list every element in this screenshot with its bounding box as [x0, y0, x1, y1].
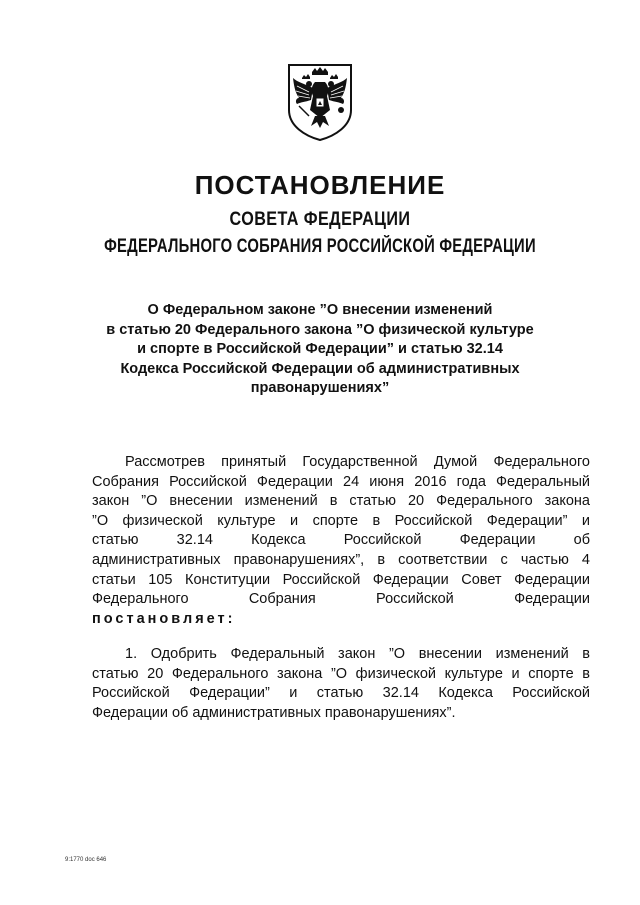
paragraph-line: статью 20 Федерального закона ”О физической культуре и спорте в: [92, 665, 590, 682]
subject-line: в статью 20 Федерального закона ”О физической культуре: [106, 321, 534, 338]
paragraph-line: Федерального Собрания Российской Федерации: [92, 591, 590, 608]
document-footer-code: 9:1770 doc 646: [65, 857, 107, 863]
paragraph-line: 1. Одобрить Федеральный закон ”О внесении изменений в: [125, 646, 590, 662]
resolves-word: постановляет:: [92, 610, 236, 627]
subject-line: О Федеральном законе ”О внесении изменений: [147, 302, 493, 318]
document-subtitle-assembly: ФЕДЕРАЛЬНОГО СОБРАНИЯ РОССИЙСКОЙ ФЕДЕРАЦИИ: [104, 236, 536, 257]
subject-line: правонарушениях”: [250, 380, 390, 396]
russian-coat-of-arms-icon: [285, 62, 355, 142]
document-title: ПОСТАНОВЛЕНИЕ: [194, 170, 446, 200]
document-subtitle-council: СОВЕТА ФЕДЕРАЦИИ: [229, 209, 411, 230]
subject-line: Кодекса Российской Федерации об административных: [120, 360, 520, 377]
preamble-paragraph: [92, 453, 590, 629]
resolution-subject: [80, 301, 560, 399]
resolves-line: [92, 610, 590, 630]
paragraph-line: Федерации об административных правонарушениях”.: [92, 704, 456, 721]
paragraph-line: административных правонарушениях”, в соответствии с частью 4: [92, 551, 590, 568]
paragraph-line: Рассмотрев принятый Государственной Думой Федерального: [125, 454, 590, 470]
paragraph-line: Российской Федерации” и статью 32.14 Кодекса Российской: [92, 685, 590, 702]
resolution-item-1: [92, 645, 590, 723]
paragraph-line: ”О физической культуре и спорте в Российской Федерации” и: [92, 512, 590, 529]
paragraph-line: статьи 105 Конституции Российской Федерации Совет Федерации: [92, 571, 590, 588]
paragraph-line: закон ”О внесении изменений в статью 20 Федерального закона: [92, 493, 590, 510]
subject-line: и спорте в Российской Федерации” и статью 32.14: [137, 341, 503, 357]
paragraph-line: Собрания Российской Федерации 24 июня 2016 года Федеральный: [92, 473, 590, 490]
paragraph-line: статью 32.14 Кодекса Российской Федерации об: [92, 532, 590, 549]
